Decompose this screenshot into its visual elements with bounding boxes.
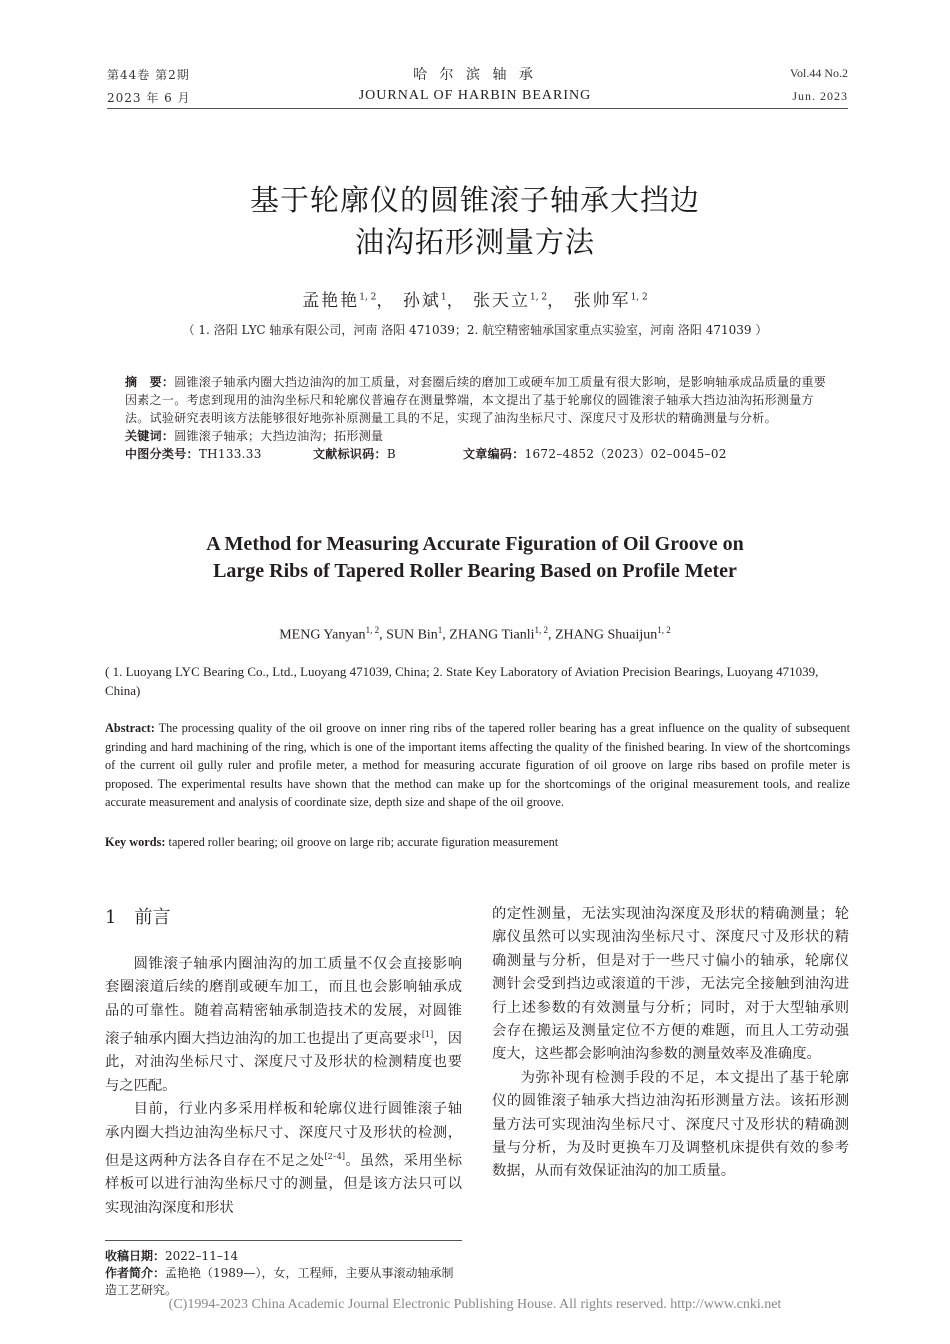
paragraph: 目前，行业内多采用样板和轮廓仪进行圆锥滚子轴承内圈大挡边油沟坐标尺寸、深度尺寸及形状的检测，但是这两种方法各自存在不足之处[2–4]。虽然，采用坐标样板可以进行油沟坐标尺寸的测量，但是该方法只可以实现油沟深度和形状 [105, 1101, 463, 1216]
abstract-en-text: The processing quality of the oil groove on inner ring ribs of the tapered roller bearing has a great influence on the quality of subsequent grinding and hard machining of the ring, which is one of the important items affecting the quality of the finished bearing. In view of the shortcomings of the current oil gully ruler and profile meter, a method for measuring accurate figuration of oil groove on large ribs based on profile meter is proposed. The experimental results have shown that the method can make up for the shortcomings of the original measurement tools, and realize accurate measurement and analysis of coordinate size, depth size and shape of the oil groove. [105, 721, 851, 810]
header-rule [107, 108, 848, 109]
paragraph: 圆锥滚子轴承内圈油沟的加工质量不仅会直接影响套圈滚道后续的磨削或硬车加工，而且也会影响轴承成品的可靠性。随着高精密轴承制造技术的发展，对圆锥滚子轴承内圈大挡边油沟的加工也提出了更高要求[1]，因此，对油沟坐标尺寸、深度尺寸及形状的检测精度也要与之匹配。 [105, 956, 463, 1094]
title-en-line1: A Method for Measuring Accurate Figuration of Oil Groove on [206, 533, 744, 555]
issue-label: 第44卷 第2期 [107, 68, 190, 82]
footnote-received: 收稿日期：2022–11–14 [105, 1249, 239, 1263]
author-cn-2: 孙斌 [402, 291, 441, 311]
author-cn-3: 张天立 [472, 291, 530, 311]
title-cn-line1: 基于轮廓仪的圆锥滚子轴承大挡边 [249, 183, 700, 217]
issue-date-en: Jun. 2023 [792, 89, 848, 103]
author-en-1: MENG Yanyan [279, 627, 366, 643]
authors-cn: 孟艳艳$^{1, 2}$， 孙斌$^1$， 张天立$^{1, 2}$， 张帅军$^{1, 2}$ [302, 291, 648, 311]
footnote-author: 作者简介：孟艳艳（1989—），女，工程师，主要从事滚动轴承制造工艺研究。 [105, 1266, 454, 1297]
abstract-en [105, 719, 850, 812]
affiliation-en: ( 1. Luoyang LYC Bearing Co., Ltd., Luoyang 471039, China; 2. State Key Laboratory of Aviation Precision Bearings, Luoyang 471039, China) [105, 664, 819, 698]
volume-label: Vol.44 No.2 [789, 66, 848, 80]
abstract-en-label: Abstract: [105, 721, 155, 735]
author-en-2: SUN Bin [386, 627, 438, 643]
abstract-cn-label: 摘 要： [125, 375, 175, 389]
issue-date: 2023 年 6 月 [107, 91, 191, 105]
journal-name-cn: 哈 尔 滨 轴 承 [413, 67, 537, 83]
paragraph: 为弥补现有检测手段的不足，本文提出了基于轮廓仪的圆锥滚子轴承大挡边油沟拓形测量方法。该拓形测量方法可实现油沟坐标尺寸、深度尺寸及形状的精确测量与分析，为及时更换车刀及调整机床提供有效的参考数据，从而有效保证油沟的加工质量。 [492, 1069, 849, 1180]
keywords-en: Key words: tapered roller bearing; oil groove on large rib; accurate figuration measurement [105, 835, 559, 849]
author-cn-1: 孟艳艳 [302, 291, 360, 311]
author-cn-4: 张帅军 [573, 291, 631, 311]
author-en-3: ZHANG Tianli [449, 627, 535, 643]
authors-en: MENG Yanyan$^{1, 2}$, SUN Bin$^1$, ZHANG Tianli$^{1, 2}$, ZHANG Shuaijun$^{1, 2}$ [279, 625, 671, 643]
body-right-column [492, 903, 849, 1184]
journal-name-en: JOURNAL OF HARBIN BEARING [358, 88, 592, 103]
keywords-cn: 关键词：圆锥滚子轴承；大挡边油沟；拓形测量 [125, 429, 384, 443]
abstract-cn-text: 圆锥滚子轴承内圈大挡边油沟的加工质量，对套圈后续的磨加工或硬车加工质量有很大影响，是影响轴承成品质量的重要因素之一。考虑到现用的油沟坐标尺和轮廓仪普遍存在测量弊端，本文提出了基于轮廓仪的圆锥滚子轴承大挡边油沟拓形测量方法。试验研究表明该方法能够很好地弥补原测量工具的不足，实现了油沟坐标尺寸、深度尺寸及形状的精确测量与分析。 [125, 375, 827, 425]
title-cn-line2: 油沟拓形测量方法 [354, 225, 595, 259]
footnote-rule [105, 1240, 462, 1241]
paragraph: 的定性测量，无法实现油沟深度及形状的精确测量；轮廓仪虽然可以实现油沟坐标尺寸、深度尺寸及形状的精确测量与分析，但是对于一些尺寸偏小的轴承，轮廓仪测针会受到挡边或滚道的干涉，无法完全接触到油沟进行上述参数的有效测量与分析；同时，对于大型轴承则会存在搬运及测量定位不方便的难题，而且人工劳动强度大，这些都会影响油沟参数的测量效率及准确度。 [492, 906, 849, 1063]
abstract-cn [125, 373, 833, 427]
copyright-footer: (C)1994-2023 China Academic Journal Electronic Publishing House. All rights reserved. http://www.cnki.net [168, 1297, 782, 1312]
title-en-line2: Large Ribs of Tapered Roller Bearing Based on Profile Meter [213, 560, 737, 582]
body-left-column [105, 953, 462, 1220]
author-en-4: ZHANG Shuaijun [554, 627, 658, 643]
classification-row: 中图分类号：TH133.33 文献标识码：B 文章编码：1672–4852（2023）02–0045–02 [125, 447, 727, 461]
section-heading: 1 前言 [105, 907, 171, 928]
affiliation-cn: （ 1. 洛阳 LYC 轴承有限公司，河南 洛阳 471039；2. 航空精密轴承国家重点实验室，河南 洛阳 471039 ） [182, 323, 768, 337]
